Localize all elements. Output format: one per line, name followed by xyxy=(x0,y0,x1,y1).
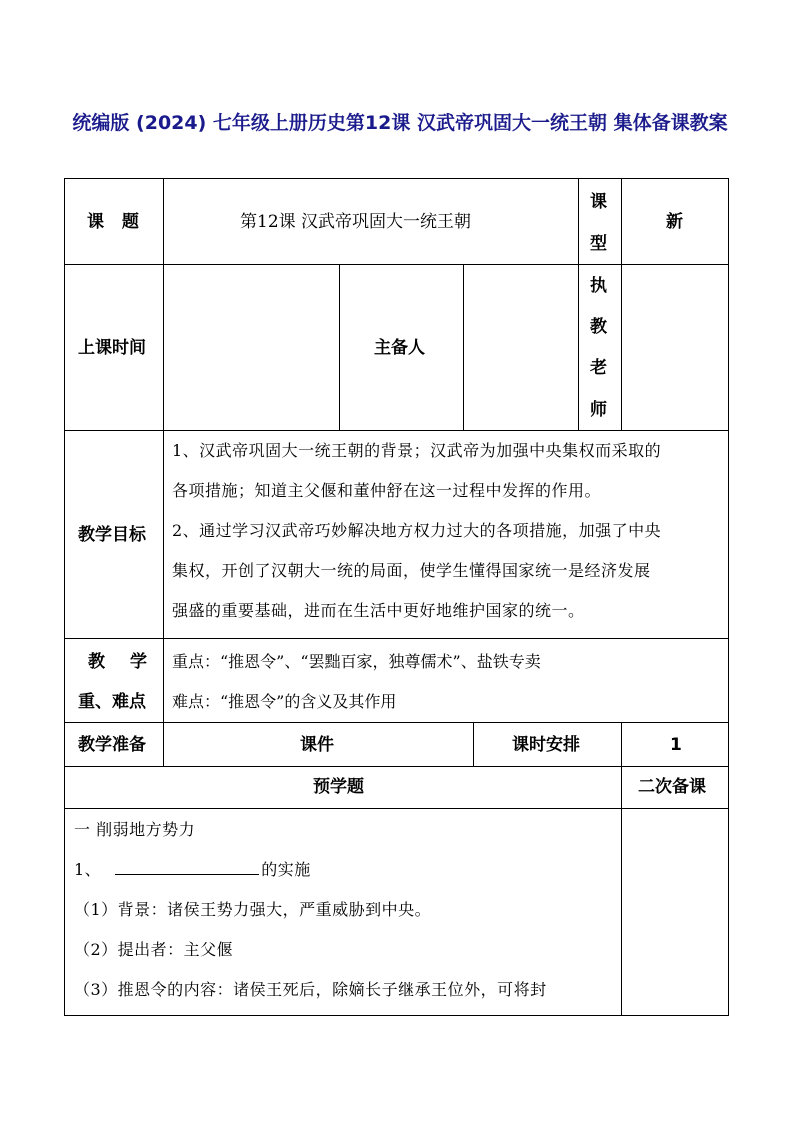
key-point: 重点：“推恩令”、“罢黜百家，独尊儒术”、盐铁专卖 xyxy=(172,652,541,671)
item-prefix: 1、 xyxy=(74,860,102,879)
objectives-text xyxy=(172,431,661,631)
prep-value: 课件 xyxy=(300,735,334,755)
type-value: 新 xyxy=(666,212,683,232)
type-label-1: 课 xyxy=(590,192,607,212)
list-item xyxy=(74,850,547,890)
preview-content xyxy=(74,810,547,1010)
objective-line: 强盛的重要基础，进而在生活中更好地维护国家的统一。 xyxy=(172,601,585,620)
objectives-label: 教学目标 xyxy=(78,525,146,545)
hours-label: 课时安排 xyxy=(512,735,580,755)
preview-label: 预学题 xyxy=(313,777,364,797)
key-label-1: 教 学 xyxy=(88,652,151,672)
document-title: 统编版 (2024) 七年级上册历史第12课 汉武帝巩固大一统王朝 集体备课教案 xyxy=(72,112,728,134)
list-item: （2）提出者：主父偃 xyxy=(74,940,234,959)
type-label-2: 型 xyxy=(590,234,607,254)
preparer-label: 主备人 xyxy=(374,338,425,358)
topic-value: 第12课 汉武帝巩固大一统王朝 xyxy=(240,212,472,232)
teacher-label-3: 老 xyxy=(590,358,607,378)
objective-line: 各项措施；知道主父偃和董仲舒在这一过程中发挥的作用。 xyxy=(172,481,602,500)
list-item: （3）推恩令的内容：诸侯王死后，除嫡长子继承王位外，可将封 xyxy=(74,980,547,999)
list-item: （1）背景：诸侯王势力强大，严重威胁到中央。 xyxy=(74,900,432,919)
fill-in-blank[interactable] xyxy=(115,858,259,875)
teacher-label-1: 执 xyxy=(590,276,607,296)
objective-line: 集权，开创了汉朝大一统的局面，使学生懂得国家统一是经济发展 xyxy=(172,561,651,580)
difficulty: 难点：“推恩令”的含义及其作用 xyxy=(172,692,397,711)
topic-label: 课 题 xyxy=(87,212,145,232)
teacher-label-4: 师 xyxy=(590,400,607,420)
item-suffix: 的实施 xyxy=(261,860,311,879)
teacher-label-2: 教 xyxy=(590,317,607,337)
section-heading: 一 削弱地方势力 xyxy=(74,820,196,839)
second-prep-label: 二次备课 xyxy=(638,777,706,797)
objective-line: 1、汉武帝巩固大一统王朝的背景；汉武帝为加强中央集权而采取的 xyxy=(172,441,662,460)
prep-label: 教学准备 xyxy=(78,735,146,755)
objective-line: 2、通过学习汉武帝巧妙解决地方权力过大的各项措施，加强了中央 xyxy=(172,521,662,540)
hours-value: 1 xyxy=(670,735,682,755)
class-time-label: 上课时间 xyxy=(78,338,146,358)
key-label-2: 重、难点 xyxy=(78,692,146,712)
